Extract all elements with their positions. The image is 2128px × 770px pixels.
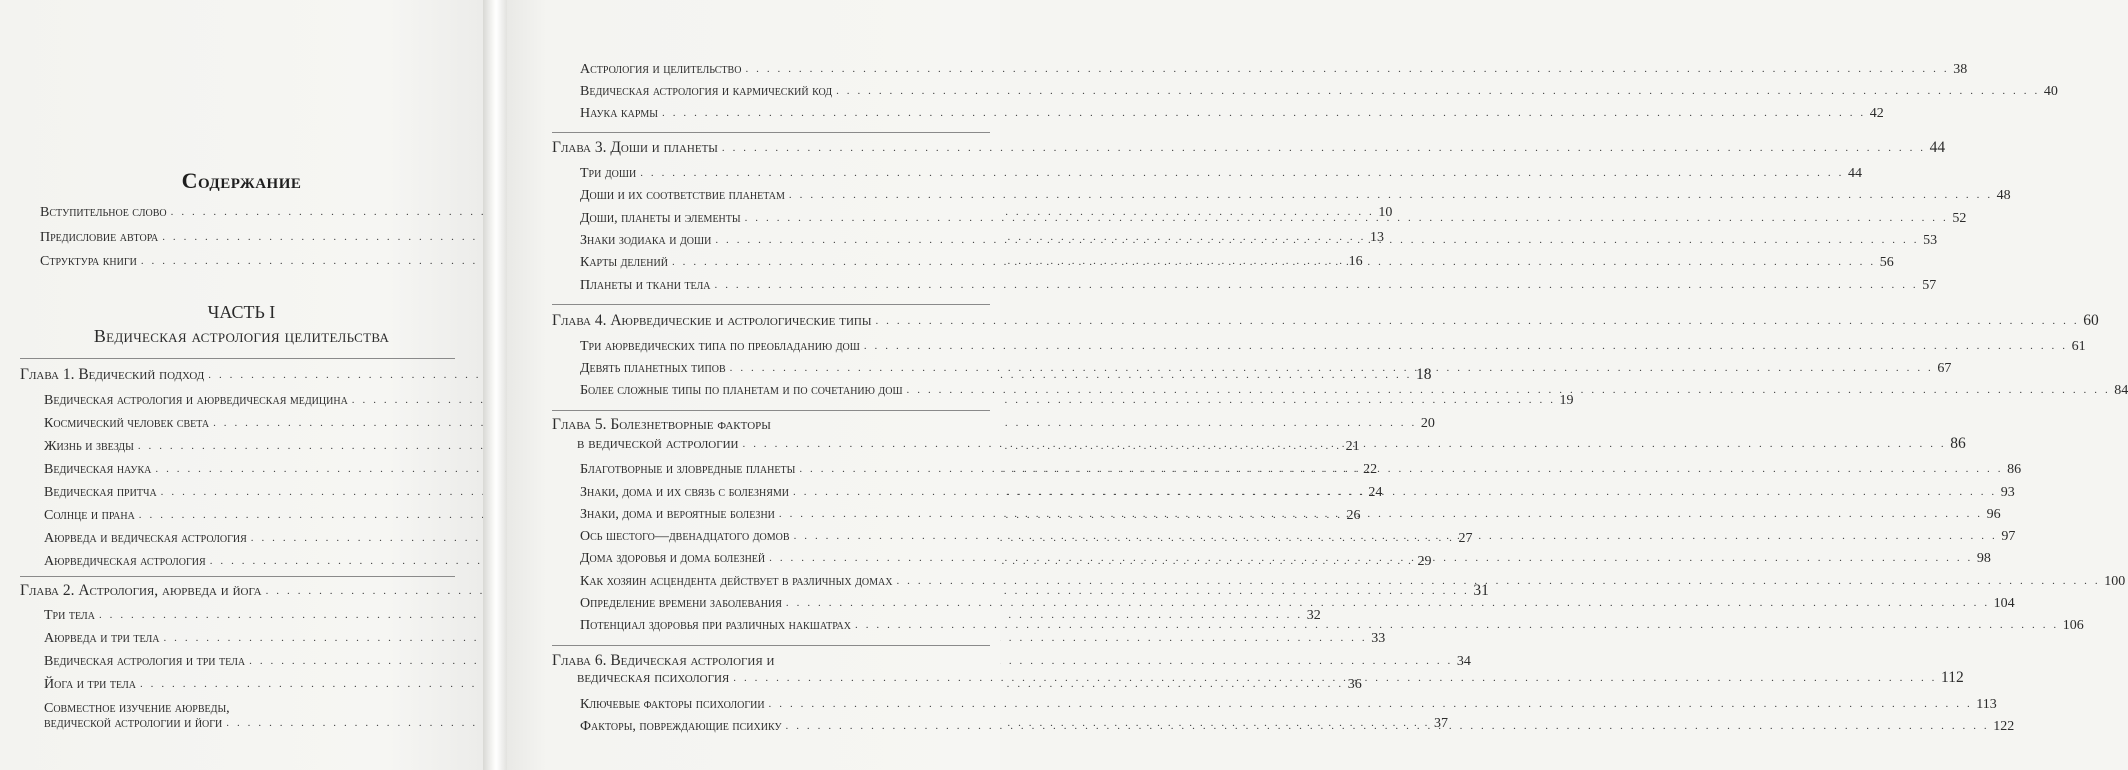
chapter-title: Глава 2. Астрология, аюрведа и йога xyxy=(20,582,262,599)
entry-title: Ведическая астрология и кармический код xyxy=(580,84,833,99)
entry-title: Предисловие автора xyxy=(40,230,159,245)
toc-entry[interactable] xyxy=(580,618,2084,634)
chapter-title: ведическая психология xyxy=(577,669,730,686)
toc-entry[interactable] xyxy=(580,339,2086,355)
toc-chapter-2[interactable] xyxy=(20,582,1489,600)
entry-page: 96 xyxy=(1986,507,2001,522)
entry-title: Три аюрведических типа по преобладанию дош xyxy=(580,339,860,354)
entry-title: Знаки, дома и вероятные болезни xyxy=(580,507,775,522)
entry-page: 37 xyxy=(1434,716,1449,731)
entry-title: Аюрведа и ведическая астрология xyxy=(44,531,247,546)
entry-page: 42 xyxy=(1869,106,1884,121)
entry-title: Ключевые факторы психологии xyxy=(580,697,765,712)
toc-entry[interactable] xyxy=(580,188,2011,204)
entry-page: 16 xyxy=(1348,254,1363,269)
entry-title: Аюрведа и три тела xyxy=(44,631,160,646)
entry-page: 26 xyxy=(1346,508,1361,523)
toc-title: Содержание xyxy=(181,168,302,193)
divider xyxy=(552,132,990,133)
entry-page: 61 xyxy=(2071,339,2086,354)
entry-page: 19 xyxy=(1559,393,1574,408)
entry-page: 84 xyxy=(2114,383,2128,398)
toc-entry[interactable] xyxy=(580,697,1997,713)
divider xyxy=(552,645,990,646)
toc-entry[interactable] xyxy=(580,278,1937,294)
entry-title: Ось шестого—двенадцатого домов xyxy=(580,529,790,544)
entry-title: Знаки, дома и их связь с болезнями xyxy=(580,485,790,500)
entry-title: Потенциал здоровья при различных накшатрах xyxy=(580,618,851,633)
part-number: ЧАСТЬ I xyxy=(207,302,276,322)
entry-page: 22 xyxy=(1363,462,1378,477)
toc-entry[interactable] xyxy=(580,383,2128,399)
entry-page: 57 xyxy=(1922,278,1937,293)
entry-title: Аюрведическая астрология xyxy=(44,554,206,569)
divider xyxy=(20,576,455,577)
entry-title: Ведическая наука xyxy=(44,462,152,477)
toc-entry[interactable] xyxy=(580,574,2126,590)
entry-page: 93 xyxy=(2000,485,2015,500)
entry-page: 122 xyxy=(1993,719,2015,734)
chapter-page: 31 xyxy=(1473,582,1489,599)
toc-entry[interactable] xyxy=(580,106,1884,122)
entry-page: 32 xyxy=(1306,608,1321,623)
divider xyxy=(552,410,990,411)
entry-title: Космический человек света xyxy=(44,416,210,431)
entry-page: 20 xyxy=(1420,416,1435,431)
entry-page: 21 xyxy=(1345,439,1360,454)
entry-page: 34 xyxy=(1456,654,1471,669)
entry-title: Астрология и целительство xyxy=(580,62,742,77)
entry-page: 53 xyxy=(1923,233,1938,248)
toc-entry[interactable] xyxy=(44,393,1574,409)
entry-title: Солнце и прана xyxy=(44,508,135,523)
chapter-page: 18 xyxy=(1416,366,1432,383)
chapter-title: в ведической астрологии xyxy=(577,435,739,452)
entry-page: 48 xyxy=(1996,188,2011,203)
entry-title: Доши, планеты и элементы xyxy=(580,211,741,226)
entry-page: 29 xyxy=(1417,554,1432,569)
entry-title: ведической астрологии и йоги xyxy=(44,716,223,731)
entry-title: Карты делений xyxy=(580,255,668,270)
chapter-title: Глава 3. Доши и планеты xyxy=(552,139,718,156)
entry-title: Определение времени заболевания xyxy=(580,596,782,611)
entry-title: Йога и три тела xyxy=(44,677,136,692)
chapter-title: Глава 1. Ведический подход xyxy=(20,366,205,383)
divider xyxy=(552,304,990,305)
chapter-page: 60 xyxy=(2083,312,2099,329)
chapter-6-title-line1: Глава 6. Ведическая астрология и xyxy=(552,652,775,669)
entry-title: Вступительное слово xyxy=(40,205,167,220)
entry-page: 44 xyxy=(1847,166,1862,181)
entry-title: Дома здоровья и дома болезней xyxy=(580,551,766,566)
chapter-page: 112 xyxy=(1941,669,1964,686)
entry-title: Три тела xyxy=(44,608,95,623)
entry-title: Ведическая астрология и три тела xyxy=(44,654,246,669)
chapter-5-title-line1: Глава 5. Болезнетворные факторы xyxy=(552,416,771,433)
entry-page: 36 xyxy=(1347,677,1362,692)
toc-entry[interactable] xyxy=(580,166,1862,182)
toc-entry[interactable] xyxy=(44,631,1386,647)
entry-page: 56 xyxy=(1879,255,1894,270)
entry-page: 104 xyxy=(1993,596,2015,611)
toc-entry-line1: Совместное изучение аюрведы, xyxy=(44,701,230,716)
entry-title: Как хозяин асцендента действует в различных домах xyxy=(580,574,893,589)
chapter-page: 44 xyxy=(1929,139,1946,156)
entry-title: Ведическая астрология и аюрведическая медицина xyxy=(44,393,348,408)
chapter-page: 86 xyxy=(1950,435,1966,452)
chapter-title: Глава 4. Аюрведические и астрологические типы xyxy=(552,312,872,329)
divider xyxy=(20,358,455,359)
toc-entry[interactable] xyxy=(580,596,2015,612)
book-spine xyxy=(483,0,507,770)
entry-title: Благотворные и зловредные планеты xyxy=(580,462,796,477)
entry-title: Знаки зодиака и доши xyxy=(580,233,712,248)
entry-title: Жизнь и звезды xyxy=(44,439,134,454)
entry-page: 13 xyxy=(1369,230,1384,245)
entry-page: 40 xyxy=(2043,84,2058,99)
entry-page: 100 xyxy=(2104,574,2126,589)
entry-title: Наука кармы xyxy=(580,106,658,121)
entry-page: 10 xyxy=(1378,205,1393,220)
entry-title: Доши и их соответствие планетам xyxy=(580,188,785,203)
part-title: Ведическая астрология целительства xyxy=(93,326,390,346)
entry-page: 67 xyxy=(1937,361,1952,376)
entry-title: Структура книги xyxy=(40,254,137,269)
toc-chapter-4[interactable] xyxy=(552,312,2099,330)
entry-page: 27 xyxy=(1458,531,1473,546)
entry-page: 106 xyxy=(2062,618,2084,633)
entry-title: Три доши xyxy=(580,166,637,181)
entry-page: 52 xyxy=(1952,211,1967,226)
toc-entry[interactable] xyxy=(580,84,2058,100)
entry-page: 98 xyxy=(1976,551,1991,566)
entry-title: Девять планетных типов xyxy=(580,361,726,376)
entry-page: 33 xyxy=(1371,631,1386,646)
entry-page: 86 xyxy=(2007,462,2022,477)
entry-title: Более сложные типы по планетам и по сочетанию дош xyxy=(580,383,903,398)
entry-page: 97 xyxy=(2001,529,2016,544)
toc-chapter-3[interactable] xyxy=(552,139,1946,157)
entry-title: Ведическая притча xyxy=(44,485,157,500)
entry-page: 38 xyxy=(1953,62,1968,77)
entry-page: 24 xyxy=(1368,485,1383,500)
entry-title: Планеты и ткани тела xyxy=(580,278,711,293)
entry-page: 113 xyxy=(1976,697,1997,712)
toc-entry[interactable] xyxy=(580,62,1968,78)
entry-title: Факторы, повреждающие психику xyxy=(580,719,782,734)
toc-entry[interactable] xyxy=(44,608,1321,624)
